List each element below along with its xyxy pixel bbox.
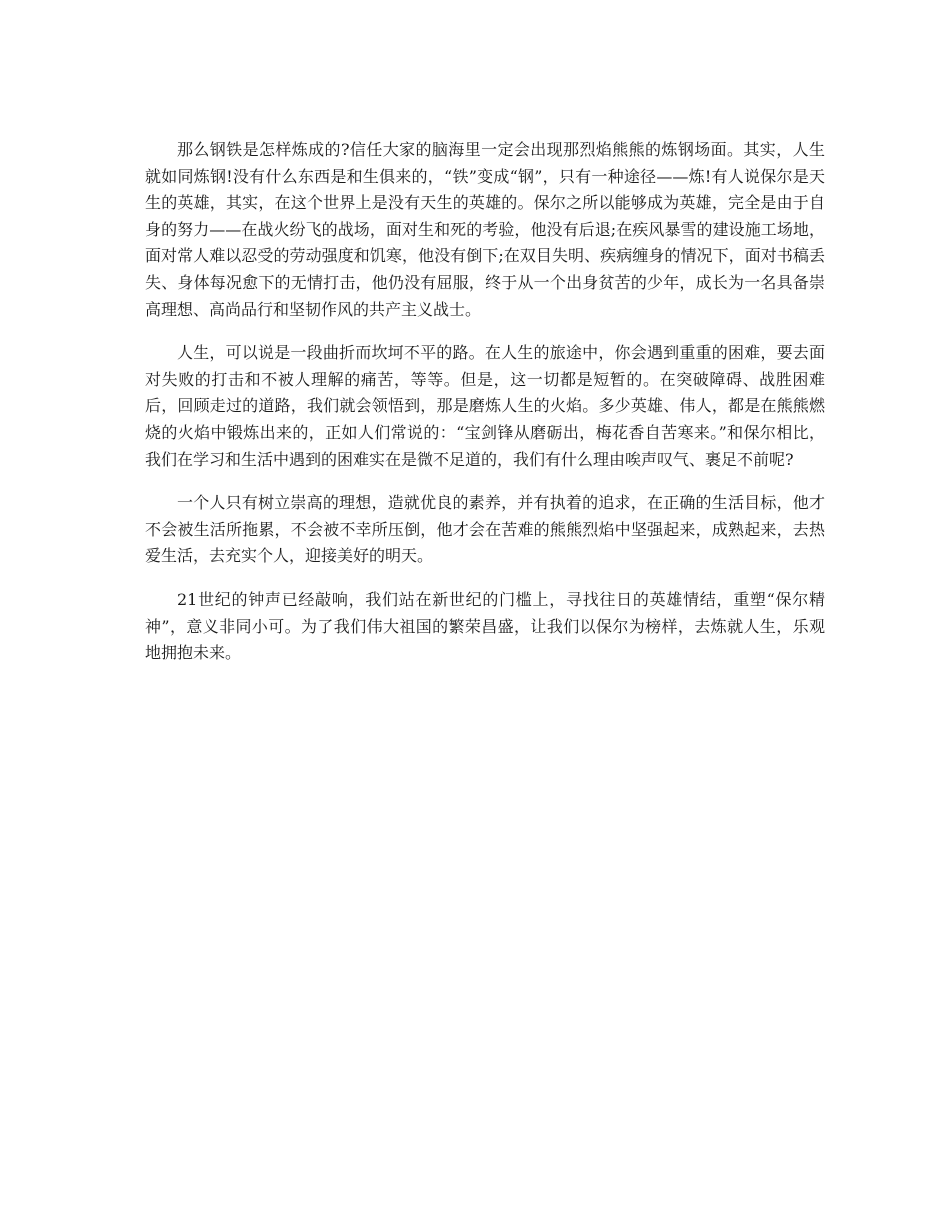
document-body <box>145 137 825 684</box>
paragraph-4: 21世纪的钟声已经敲响，我们站在新世纪的门槛上，寻找往日的英雄情结，重塑“保尔精神”，意义非同小可。为了我们伟大祖国的繁荣昌盛，让我们以保尔为榜样，去炼就人生，乐观地拥抱未来。 <box>145 589 825 663</box>
paragraph-2: 人生，可以说是一段曲折而坎坷不平的路。在人生的旅途中，你会遇到重重的困难，要去面对失败的打击和不被人理解的痛苦，等等。但是，这一切都是短暂的。在突破障碍、战胜困难后，回顾走过的道路，我们就会领悟到，那是磨炼人生的火焰。多少英雄、伟人，都是在熊熊燃烧的火焰中锻炼出来的，正如人们常说的：“宝剑锋从磨砺出，梅花香自苦寒来。”和保尔相比，我们在学习和生活中遇到的困难实在是微不足道的，我们有什么理由唉声叹气、裹足不前呢? <box>145 343 825 469</box>
paragraph-3: 一个人只有树立崇高的理想，造就优良的素养，并有执着的追求，在正确的生活目标，他才不会被生活所拖累，不会被不幸所压倒，他才会在苦难的熊熊烈焰中坚强起来，成熟起来，去热爱生活，去充实个人，迎接美好的明天。 <box>145 493 825 566</box>
paragraph-1: 那么钢铁是怎样炼成的?信任大家的脑海里一定会出现那烈焰熊熊的炼钢场面。其实，人生就如同炼钢!没有什么东西是和生俱来的，“铁”变成“钢”，只有一种途径——炼!有人说保尔是天生的英雄，其实，在这个世界上是没有天生的英雄的。保尔之所以能够成为英雄，完全是由于自身的努力——在战火纷飞的战场，面对生和死的考验，他没有后退;在疾风暴雪的建设施工场地，面对常人难以忍受的劳动强度和饥寒，他没有倒下;在双目失明、疾病缠身的情况下，面对书稿丢失、身体每况愈下的无情打击，他仍没有屈服，终于从一个出身贫苦的少年，成长为一名具备崇高理想、高尚品行和坚韧作风的共产主义战士。 <box>145 140 825 319</box>
